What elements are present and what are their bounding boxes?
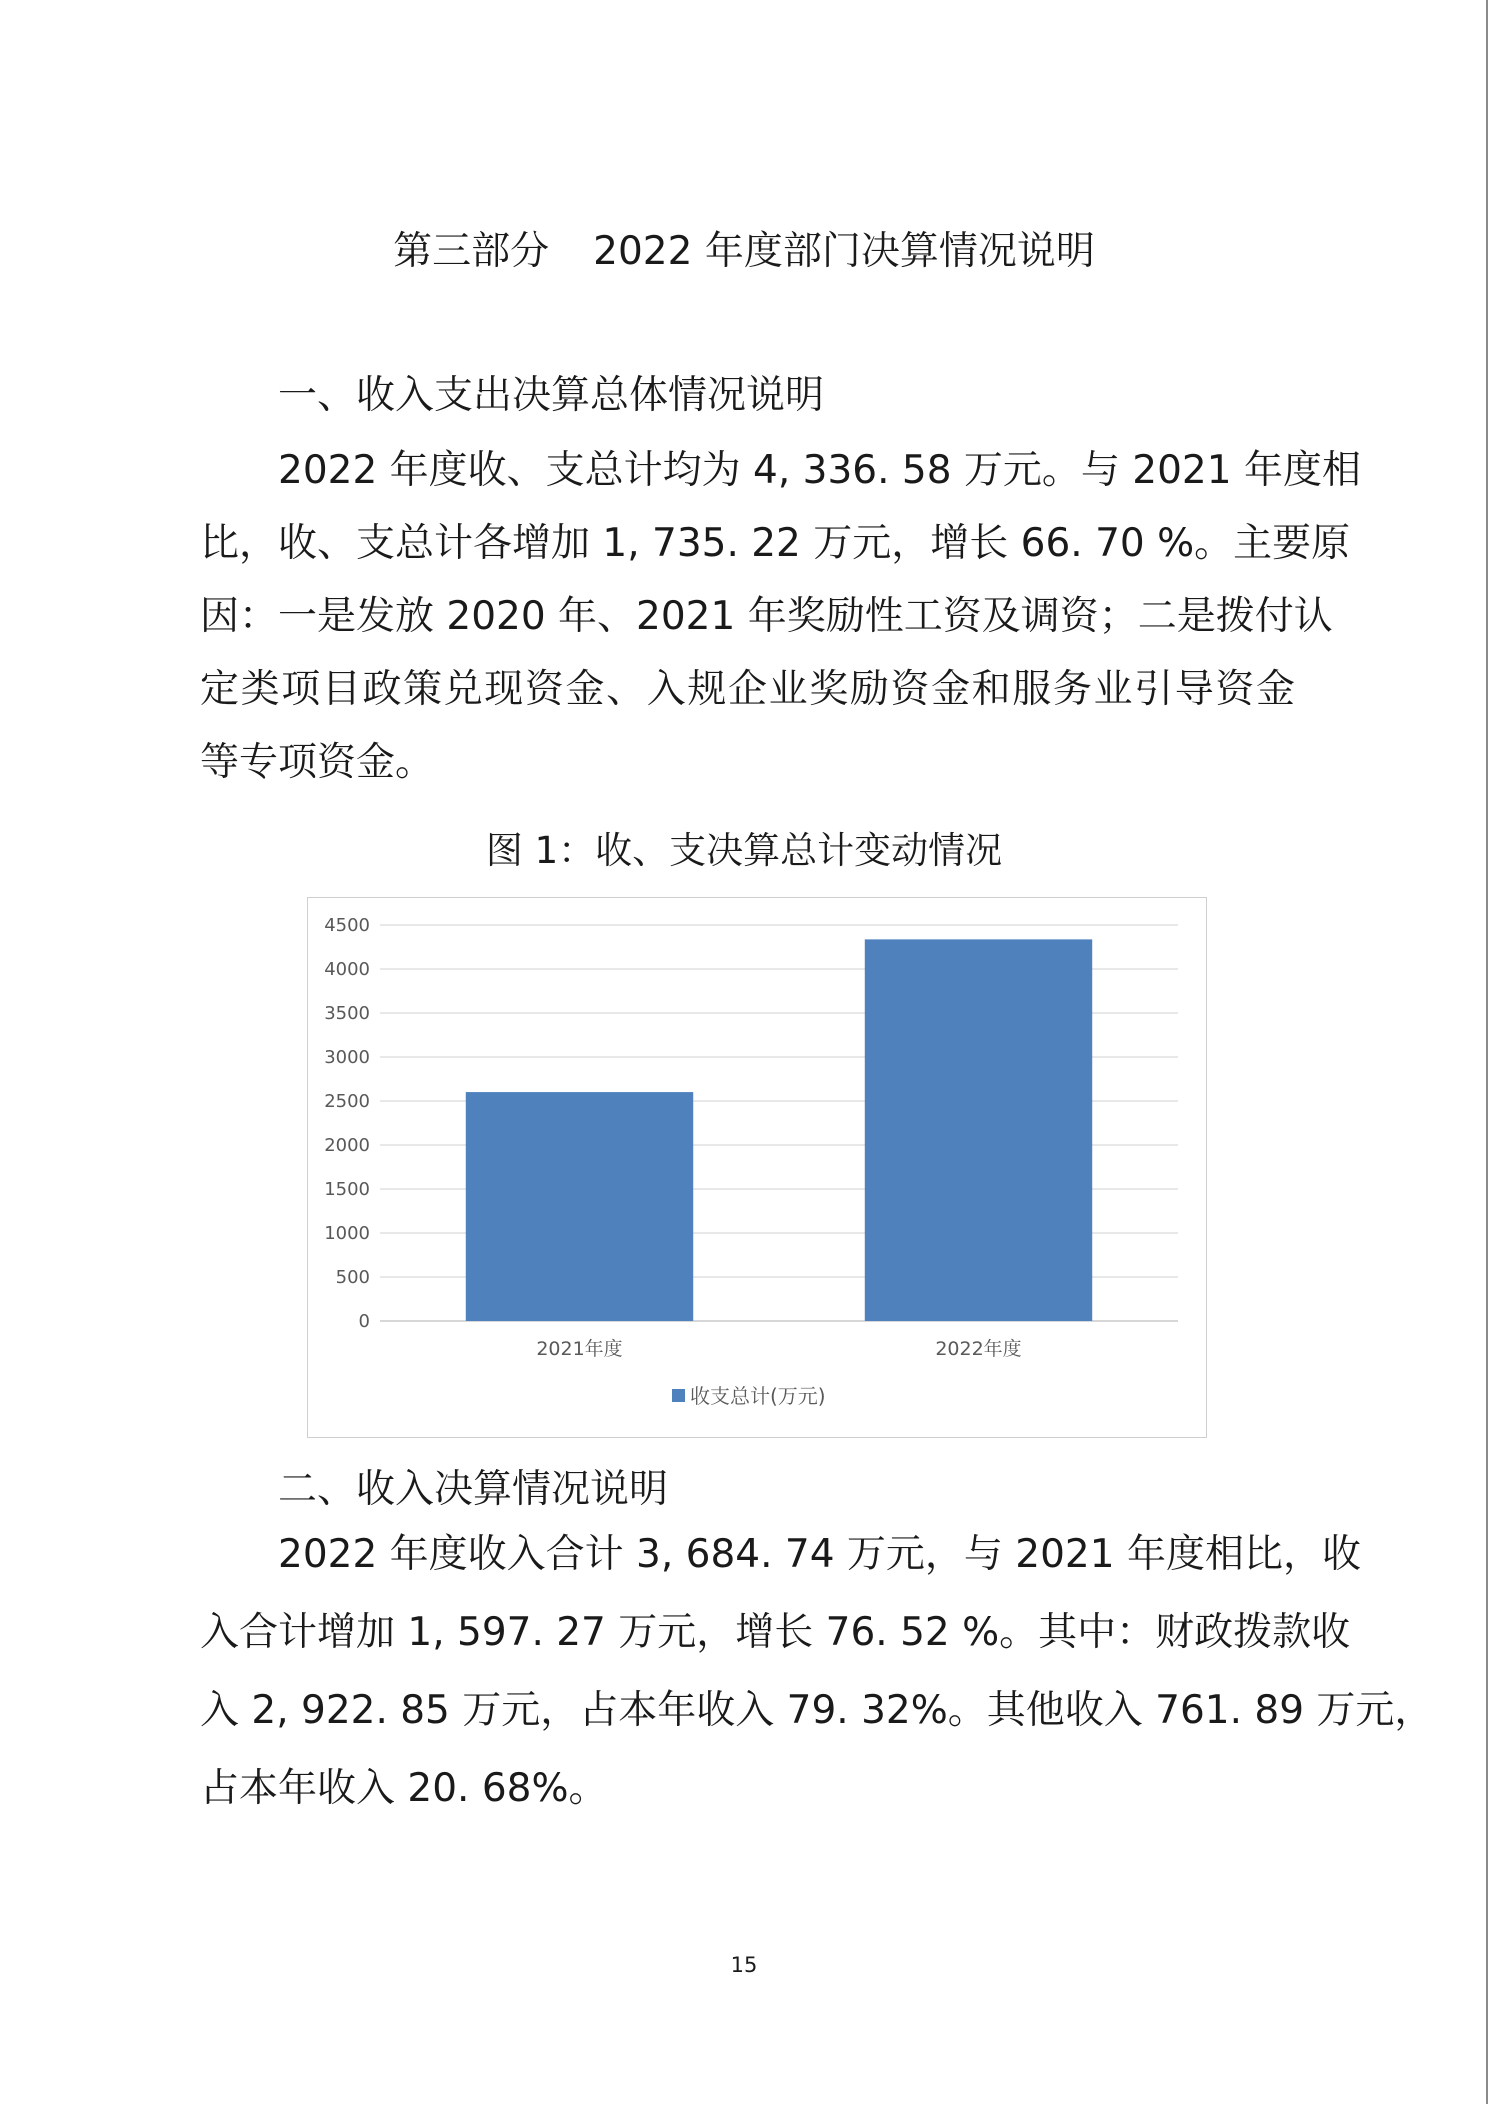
title-name: 2022 年度部门决算情况说明 (593, 229, 1095, 274)
section2-paragraph (200, 1516, 1434, 1828)
page-number: 15 (730, 1953, 758, 1977)
y-tick-label: 1000 (324, 1223, 370, 1244)
y-tick-label: 1500 (324, 1179, 370, 1200)
paragraph-line: 占本年收入 20. 68%。 (200, 1766, 608, 1811)
x-tick-label: 2022年度 (935, 1338, 1022, 1360)
page-title (0, 226, 1488, 278)
figure-caption: 图 1：收、支决算总计变动情况 (485, 829, 1003, 872)
paragraph-line: 比，收、支总计各增加 1, 735. 22 万元，增长 66. 70 %。主要原 (200, 521, 1351, 566)
paragraph-line: 2022 年度收、支总计均为 4, 336. 58 万元。与 2021 年度相 (278, 448, 1361, 493)
y-tick-label: 2000 (324, 1135, 370, 1156)
paragraph-line: 定类项目政策兑现资金、入规企业奖励资金和服务业引导资金 (200, 667, 1295, 712)
chart-svg (308, 898, 1206, 1437)
section1-paragraph (200, 434, 1361, 799)
y-tick-label: 4500 (324, 915, 370, 936)
paragraph-line: 等专项资金。 (200, 740, 435, 785)
legend-swatch (672, 1389, 685, 1402)
legend-label: 收支总计(万元) (690, 1384, 826, 1408)
y-tick-label: 500 (335, 1267, 370, 1288)
bar-chart (307, 897, 1207, 1438)
paragraph-line: 2022 年度收入合计 3, 684. 74 万元，与 2021 年度相比，收 (278, 1532, 1361, 1577)
paragraph-line: 入合计增加 1, 597. 27 万元，增长 76. 52 %。其中：财政拨款收 (200, 1610, 1351, 1655)
y-tick-label: 2500 (324, 1091, 370, 1112)
title-part: 第三部分 (393, 229, 550, 274)
y-tick-label: 3500 (324, 1003, 370, 1024)
section2-heading: 二、收入决算情况说明 (278, 1467, 669, 1512)
y-tick-label: 0 (358, 1311, 370, 1332)
y-tick-label: 3000 (324, 1047, 370, 1068)
bar (466, 1092, 693, 1321)
section1-heading: 一、收入支出决算总体情况说明 (278, 373, 825, 418)
x-tick-label: 2021年度 (536, 1338, 623, 1360)
y-tick-label: 4000 (324, 959, 370, 980)
paragraph-line: 入 2, 922. 85 万元，占本年收入 79. 32%。其他收入 761. 89 万元， (200, 1688, 1434, 1733)
bar (865, 939, 1092, 1321)
paragraph-line: 因：一是发放 2020 年、2021 年奖励性工资及调资；二是拨付认 (200, 594, 1333, 639)
